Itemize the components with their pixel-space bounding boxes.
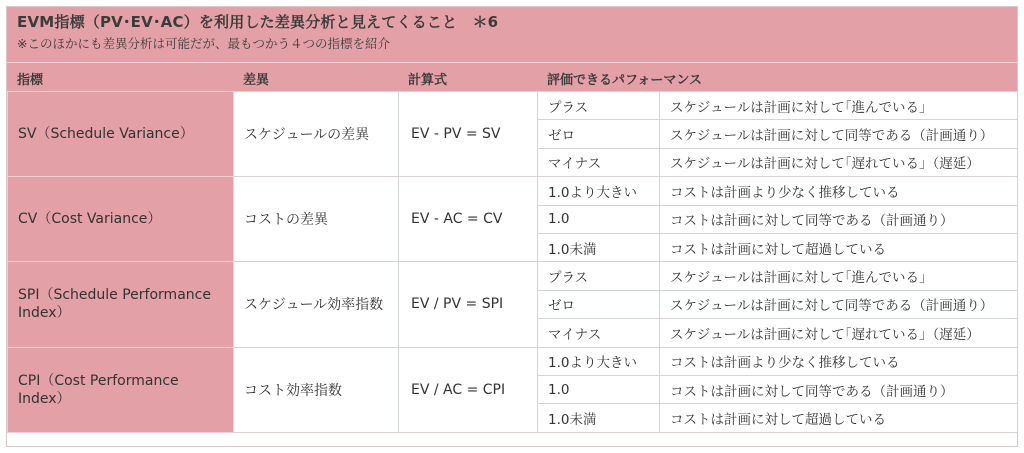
meaning-cell: スケジュールは計画に対して同等である（計画通り）	[660, 120, 1018, 148]
metric-cell-cpi: CPI（Cost Performance Index）	[8, 347, 234, 432]
meaning-cell: コストは計画に対して超過している	[660, 233, 1018, 261]
column-header-row	[7, 62, 1017, 91]
meaning-cell: コストは計画に対して同等である（計画通り）	[660, 205, 1018, 233]
condition-cell: マイナス	[538, 148, 660, 176]
table-row	[8, 92, 1018, 120]
condition-cell: 1.0	[538, 205, 660, 233]
formula-cell-cpi: EV / AC = CPI	[399, 347, 538, 432]
metric-cell-cv: CV（Cost Variance）	[8, 177, 234, 262]
meaning-cell: コストは計画より少なく推移している	[660, 177, 1018, 205]
meaning-cell: スケジュールは計画に対して｢進んでいる｣	[660, 262, 1018, 290]
evm-table-frame	[6, 6, 1018, 447]
formula-cell-spi: EV / PV = SPI	[399, 262, 538, 347]
meaning-cell: スケジュールは計画に対して同等である（計画通り）	[660, 290, 1018, 318]
condition-cell: ゼロ	[538, 120, 660, 148]
variance-cell-cv: コストの差異	[234, 177, 399, 262]
table-row	[8, 262, 1018, 290]
table-row	[8, 177, 1018, 205]
table-subtitle: ※このほかにも差異分析は可能だが、最もつかう４つの指標を紹介	[17, 36, 390, 51]
variance-cell-cpi: コスト効率指数	[234, 347, 399, 432]
condition-cell: 1.0より大きい	[538, 177, 660, 205]
evm-metrics-table	[7, 91, 1018, 433]
meaning-cell: コストは計画より少なく推移している	[660, 347, 1018, 375]
condition-cell: 1.0	[538, 375, 660, 403]
condition-cell: プラス	[538, 262, 660, 290]
meaning-cell: スケジュールは計画に対して｢遅れている｣（遅延）	[660, 148, 1018, 176]
formula-cell-cv: EV - AC = CV	[399, 177, 538, 262]
meaning-cell: スケジュールは計画に対して｢進んでいる｣	[660, 92, 1018, 120]
condition-cell: プラス	[538, 92, 660, 120]
variance-cell-sv: スケジュールの差異	[234, 92, 399, 177]
column-header-variance: 差異	[243, 73, 270, 88]
table-header-band	[7, 7, 1017, 62]
column-header-evaluation: 評価できるパフォーマンス	[547, 73, 702, 88]
condition-cell: 1.0未満	[538, 233, 660, 261]
metric-cell-sv: SV（Schedule Variance）	[8, 92, 234, 177]
column-header-formula: 計算式	[408, 73, 448, 88]
metric-cell-spi: SPI（Schedule Performance Index）	[8, 262, 234, 347]
meaning-cell: コストは計画に対して同等である（計画通り）	[660, 375, 1018, 403]
table-title: EVM指標（PV･EV･AC）を利用した差異分析と見えてくること ＊6	[17, 13, 499, 31]
condition-cell: 1.0未満	[538, 404, 660, 432]
condition-cell: ゼロ	[538, 290, 660, 318]
formula-cell-sv: EV - PV = SV	[399, 92, 538, 177]
meaning-cell: スケジュールは計画に対して｢遅れている｣（遅延）	[660, 319, 1018, 347]
variance-cell-spi: スケジュール効率指数	[234, 262, 399, 347]
column-header-metric: 指標	[17, 73, 44, 88]
condition-cell: マイナス	[538, 319, 660, 347]
meaning-cell: コストは計画に対して超過している	[660, 404, 1018, 432]
condition-cell: 1.0より大きい	[538, 347, 660, 375]
table-row	[8, 347, 1018, 375]
